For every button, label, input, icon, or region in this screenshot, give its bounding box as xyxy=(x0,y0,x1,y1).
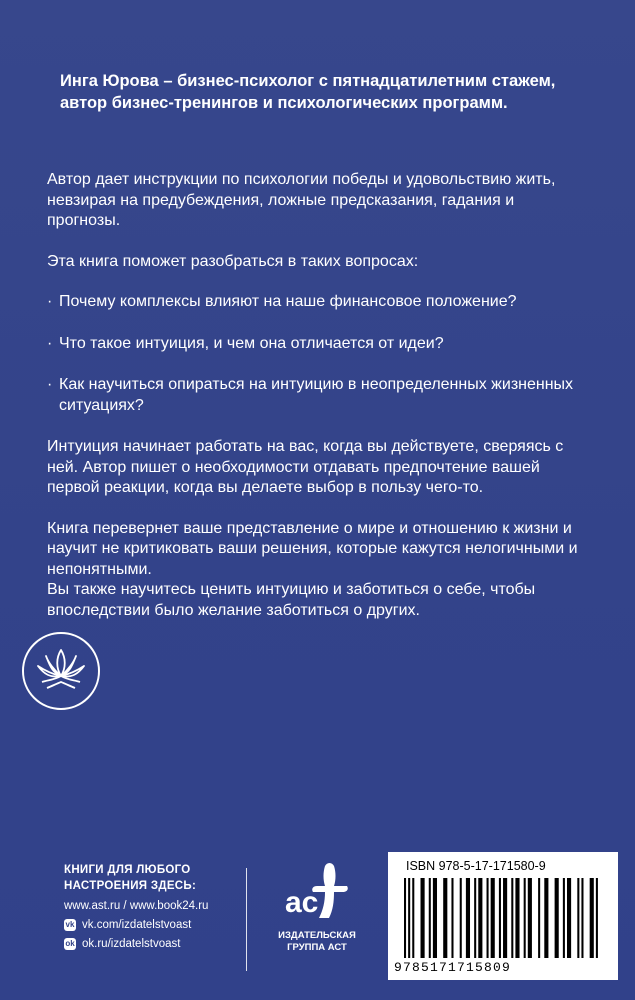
author-intro: Инга Юрова – бизнес-психолог с пятнадцатилетним стажем, автор бизнес-тренингов и психологических программ. xyxy=(60,72,556,112)
list-item xyxy=(47,375,587,416)
vk-link[interactable] xyxy=(64,917,249,933)
barcode-bar xyxy=(577,878,579,958)
publisher-line2: ГРУППА АСТ xyxy=(287,942,347,953)
barcode-bar xyxy=(524,878,526,958)
barcode-bar xyxy=(474,878,476,958)
isbn-barcode-box xyxy=(388,852,618,980)
question-list xyxy=(47,292,587,416)
bullet-marker: · xyxy=(47,376,53,393)
description xyxy=(47,170,587,641)
barcode-bar xyxy=(596,878,598,958)
barcode-bar xyxy=(590,878,594,958)
barcode-bar xyxy=(515,878,519,958)
website-links[interactable]: www.ast.ru / www.book24.ru xyxy=(64,900,209,912)
ast-logo-text: ac xyxy=(285,886,319,919)
barcode-bar xyxy=(555,878,559,958)
list-item xyxy=(47,334,587,355)
barcode-bar xyxy=(503,878,507,958)
barcode-bar xyxy=(404,878,406,958)
paragraph-3: Интуиция начинает работать на вас, когда вы действуете, сверяясь с ней. Автор пишет о необходимости отдавать предпочтение вашей первой реакции, когда вы делаете выбор в пользу чего-то. xyxy=(47,438,564,496)
publisher-logo xyxy=(262,862,372,954)
barcode-bar xyxy=(408,878,410,958)
barcode xyxy=(402,878,604,960)
isbn-label: ISBN 978-5-17-171580-9 xyxy=(406,859,546,873)
bullet-marker: · xyxy=(47,293,53,310)
barcode-bar xyxy=(466,878,470,958)
barcode-bar xyxy=(544,878,548,958)
paragraph-1: Автор дает инструкции по психологии победы и удовольствию жить, невзирая на предубеждения, ложные предсказания, гадания и прогнозы. xyxy=(47,171,556,229)
footer-heading-line1: КНИГИ ДЛЯ ЛЮБОГО xyxy=(64,864,191,876)
barcode-bar xyxy=(478,878,482,958)
ok-link[interactable] xyxy=(64,936,249,952)
footer-divider xyxy=(246,868,247,971)
publisher-line1: ИЗДАТЕЛЬСКАЯ xyxy=(278,930,356,941)
lotus-icon xyxy=(20,630,102,712)
list-item xyxy=(47,292,587,313)
barcode-bar xyxy=(499,878,501,958)
barcode-bar xyxy=(563,878,565,958)
paragraph-5: Вы также научитесь ценить интуицию и заботиться о себе, чтобы впоследствии было желание заботиться о других. xyxy=(47,581,536,619)
barcode-bar xyxy=(567,878,571,958)
barcode-bar xyxy=(460,878,462,958)
vk-link-text[interactable]: vk.com/izdatelstvoast xyxy=(82,919,192,931)
barcode-bar xyxy=(429,878,431,958)
barcode-bar xyxy=(451,878,453,958)
footer-heading-line2: НАСТРОЕНИЯ ЗДЕСЬ: xyxy=(64,880,197,892)
barcode-bar xyxy=(538,878,540,958)
ast-logo-icon xyxy=(279,862,355,924)
barcode-bar xyxy=(412,878,414,958)
barcode-bar xyxy=(421,878,425,958)
ok-link-text[interactable]: ok.ru/izdatelstvoast xyxy=(82,938,181,950)
barcode-bar xyxy=(511,878,513,958)
list-item-text: Как научиться опираться на интуицию в неопределенных жизненных ситуациях? xyxy=(59,376,574,414)
vk-icon: vk xyxy=(65,920,75,929)
ok-icon: ok xyxy=(65,939,75,948)
barcode-bar xyxy=(528,878,532,958)
footer-links xyxy=(64,862,249,952)
barcode-digits: 9785171715809 xyxy=(394,960,512,975)
barcode-bar xyxy=(487,878,489,958)
bullet-marker: · xyxy=(47,334,53,352)
paragraph-2: Эта книга поможет разобраться в таких вопросах: xyxy=(47,252,419,270)
barcode-bar xyxy=(491,878,495,958)
list-item-text: Почему комплексы влияют на наше финансовое положение? xyxy=(59,293,517,310)
barcode-bar xyxy=(433,878,437,958)
paragraph-4: Книга перевернет ваше представление о мире и отношению к жизни и научит не критиковать ваши решения, которые кажутся нелогичными и непонятными. xyxy=(47,519,578,578)
list-item-text: Что такое интуиция, и чем она отличается от идеи? xyxy=(59,334,444,352)
barcode-bar xyxy=(581,878,583,958)
barcode-bar xyxy=(443,878,447,958)
